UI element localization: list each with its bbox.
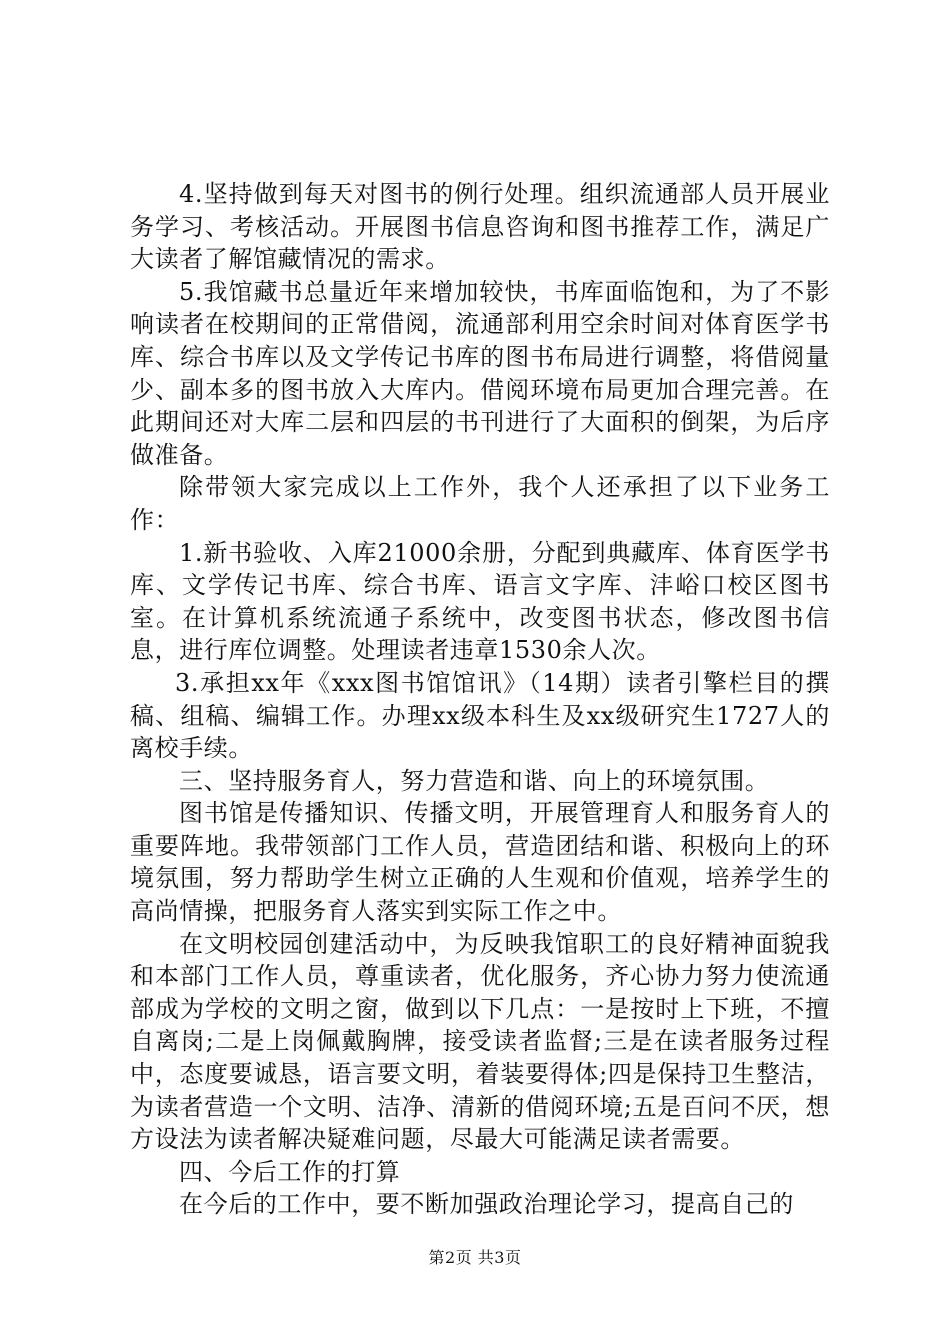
paragraph-personal-work-intro: 除带领大家完成以上工作外，我个人还承担了以下业务工作： xyxy=(130,473,830,534)
paragraph-personal-item-1: 1.新书验收、入库21000余册，分配到典藏库、体育医学书库、文学传记书库、综合书库、语言文字库、沣峪口校区图书室。在计算机系统流通子系统中，改变图书状态，修改图书信息，进行库位调整。处理读者违章1530余人次。 xyxy=(130,538,830,665)
paragraph-future-plans: 在今后的工作中，要不断加强政治理论学习，提高自己的 xyxy=(179,1190,794,1219)
section-heading-3: 三、坚持服务育人，努力营造和谐、向上的环境氛围。 xyxy=(179,766,770,795)
section-heading-4: 四、今后工作的打算 xyxy=(179,1157,401,1186)
document-body xyxy=(130,178,830,1221)
paragraph-library-mission: 图书馆是传播知识、传播文明，开展管理育人和服务育人的重要阵地。我带领部门工作人员，营造团结和谐、积极向上的环境氛围，努力帮助学生树立正确的人生观和价值观，培养学生的高尚情操，把服务育人落实到实际工作之中。 xyxy=(130,799,830,926)
paragraph-item-4: 4.坚持做到每天对图书的例行处理。组织流通部人员开展业务学习、考核活动。开展图书信息咨询和图书推荐工作，满足广大读者了解馆藏情况的需求。 xyxy=(130,180,830,274)
paragraph-civilized-campus: 在文明校园创建活动中，为反映我馆职工的良好精神面貌我和本部门工作人员，尊重读者，优化服务，齐心协力努力使流通部成为学校的文明之窗，做到以下几点：一是按时上下班，不擅自离岗;二是上岗佩戴胸牌，接受读者监督;三是在读者服务过程中，态度要诚恳，语言要文明，着装要得体;四是保持卫生整洁，为读者营造一个文明、洁净、清新的借阅环境;五是百问不厌，想方设法为读者解决疑难问题，尽最大可能满足读者需要。 xyxy=(130,929,830,1154)
page-number-footer: 第2页 共3页 xyxy=(428,1248,522,1267)
paragraph-item-5: 5.我馆藏书总量近年来增加较快，书库面临饱和，为了不影响读者在校期间的正常借阅，流通部利用空余时间对体育医学书库、综合书库以及文学传记书库的图书布局进行调整，将借阅量少、副本多的图书放入大库内。借阅环境布局更加合理完善。在此期间还对大库二层和四层的书刊进行了大面积的倒架，为后序做准备。 xyxy=(130,277,830,469)
paragraph-personal-item-3: 3.承担xx年《xxx图书馆馆讯》（14期）读者引擎栏目的撰稿、组稿、编辑工作。办理xx级本科生及xx级研究生1727人的离校手续。 xyxy=(130,668,830,763)
